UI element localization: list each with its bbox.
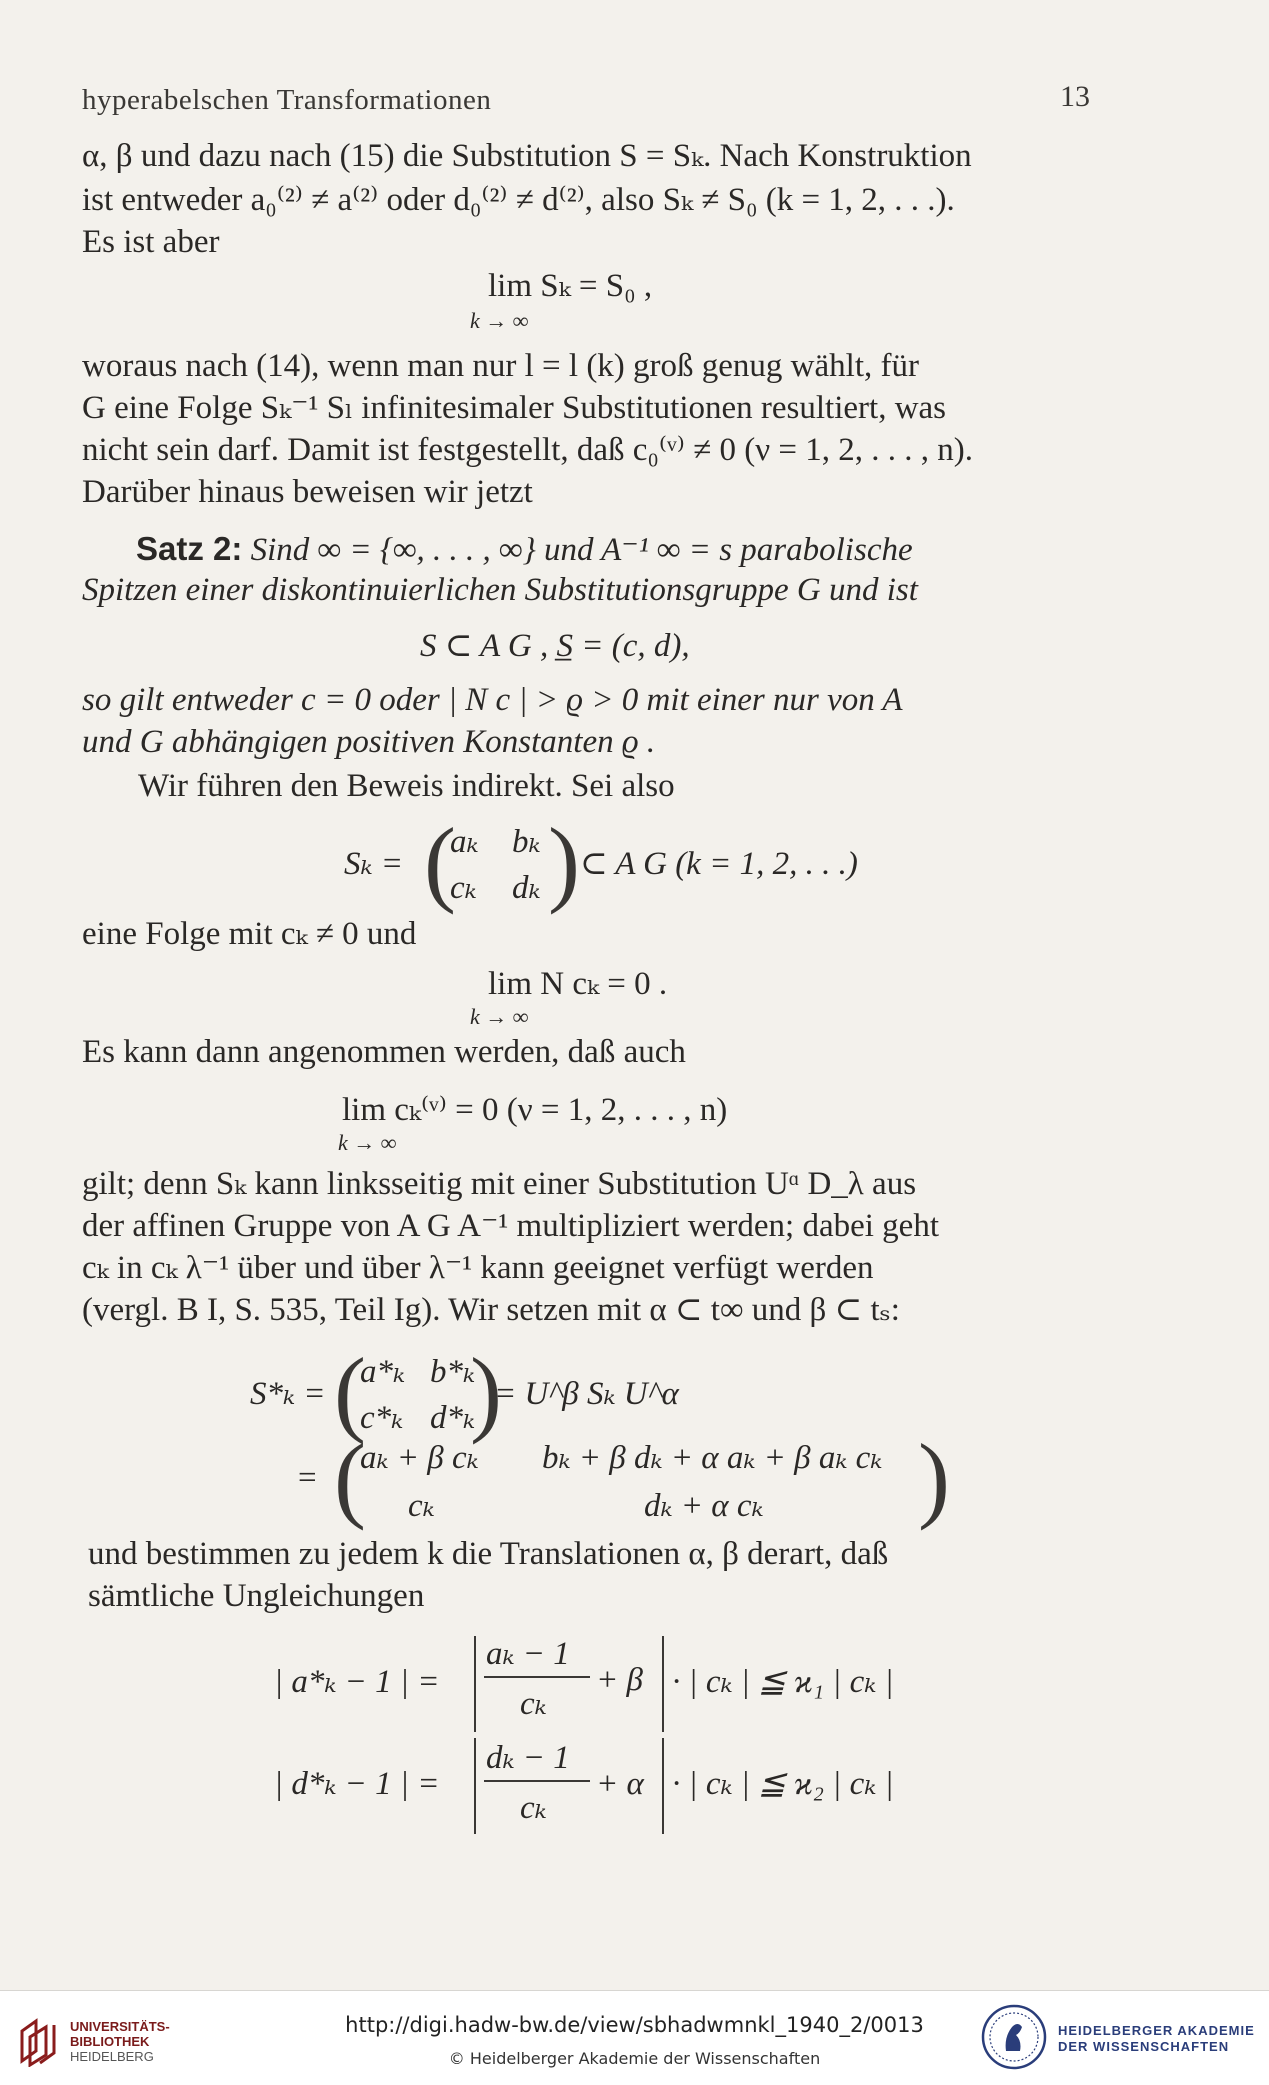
- fraction-numerator: aₖ − 1: [486, 1636, 570, 1672]
- text-line: der affinen Gruppe von A G A⁻¹ multipliziert werden; dabei geht: [82, 1208, 939, 1244]
- page-number: 13: [1060, 80, 1090, 113]
- fraction-bar: [484, 1780, 590, 1782]
- matrix-entry: aₖ: [450, 824, 479, 860]
- equation-inclusion: S ⊂ A G , S̲ = (c, d),: [420, 628, 690, 664]
- equals-sign: =: [298, 1460, 317, 1496]
- abs-bar: [662, 1738, 664, 1834]
- matrix-rhs: = U^β Sₖ U^α: [494, 1376, 679, 1412]
- library-name: UNIVERSITÄTS- BIBLIOTHEK HEIDELBERG: [70, 2019, 170, 2064]
- text-line: Es kann dann angenommen werden, daß auch: [82, 1034, 686, 1070]
- matrix-entry: bₖ: [512, 824, 541, 860]
- matrix-lhs: S*ₖ =: [250, 1376, 326, 1412]
- text-line: sämtliche Ungleichungen: [88, 1578, 425, 1614]
- left-paren: (: [424, 808, 456, 915]
- text-line: Darüber hinaus beweisen wir jetzt: [82, 474, 533, 510]
- matrix-entry: b*ₖ: [430, 1354, 476, 1390]
- matrix-entry: dₖ: [512, 870, 541, 906]
- theorem-line: Spitzen einer diskontinuierlichen Substitutionsgruppe G und ist: [82, 572, 918, 608]
- fraction-denominator: cₖ: [520, 1790, 547, 1826]
- equation-limit: lim cₖ⁽ᵛ⁾ = 0 (ν = 1, 2, . . . , n): [342, 1092, 728, 1128]
- inequality-lhs: | d*ₖ − 1 | =: [274, 1766, 440, 1802]
- source-url-link[interactable]: http://digi.hadw-bw.de/view/sbhadwmnkl_1940_2/0013: [345, 2013, 924, 2037]
- text-line: ist entweder a₀⁽²⁾ ≠ a⁽²⁾ oder d₀⁽²⁾ ≠ d⁽²⁾, also Sₖ ≠ S₀ (k = 1, 2, . . .).: [82, 182, 955, 218]
- matrix-entry: a*ₖ: [360, 1354, 406, 1390]
- text-line: G eine Folge Sₖ⁻¹ Sₗ infinitesimaler Substitutionen resultiert, was: [82, 390, 947, 426]
- abs-bar: [662, 1636, 664, 1732]
- theorem-text: Sind ∞ = {∞, . . . , ∞} und A⁻¹ ∞ = s parabolische: [250, 532, 913, 568]
- copyright-notice: © Heidelberger Akademie der Wissenschaften: [448, 2049, 821, 2068]
- matrix-entry: c*ₖ: [360, 1400, 404, 1436]
- viewer-footer: [0, 1990, 1269, 2085]
- theorem-label: Satz 2:: [136, 530, 243, 567]
- left-paren: (: [334, 1424, 366, 1531]
- inequality-term: + β: [596, 1662, 643, 1698]
- matrix-entry: dₖ + α cₖ: [644, 1488, 764, 1524]
- limit-subscript: k → ∞: [338, 1130, 397, 1155]
- text-line: gilt; denn Sₖ kann linksseitig mit einer Substitution Uᵅ D_λ aus: [82, 1166, 917, 1202]
- abs-bar: [474, 1636, 476, 1732]
- matrix-rhs: ⊂ A G (k = 1, 2, . . .): [580, 846, 858, 882]
- text-line: nicht sein darf. Damit ist festgestellt, daß c₀⁽ᵛ⁾ ≠ 0 (ν = 1, 2, . . . , n).: [82, 432, 973, 468]
- text-line: α, β und dazu nach (15) die Substitution S = Sₖ. Nach Konstruktion: [82, 138, 972, 174]
- left-paren: (: [334, 1338, 366, 1445]
- text-line: (vergl. B I, S. 535, Teil Ig). Wir setzen mit α ⊂ t∞ und β ⊂ tₛ:: [82, 1292, 900, 1328]
- matrix-entry: cₖ: [408, 1488, 435, 1524]
- text-line: cₖ in cₖ λ⁻¹ über und über λ⁻¹ kann geeignet verfügt werden: [82, 1250, 874, 1286]
- inequality-rhs: · | cₖ | ≦ ϰ₁ | cₖ |: [672, 1664, 894, 1700]
- right-paren: ): [918, 1424, 950, 1531]
- text-line: und bestimmen zu jedem k die Translationen α, β derart, daß: [88, 1536, 889, 1572]
- abs-bar: [474, 1738, 476, 1834]
- matrix-entry: aₖ + β cₖ: [360, 1440, 479, 1476]
- matrix-entry: bₖ + β dₖ + α aₖ + β aₖ cₖ: [542, 1440, 883, 1476]
- matrix-entry: d*ₖ: [430, 1400, 476, 1436]
- fraction-bar: [484, 1676, 590, 1678]
- theorem-line: [136, 532, 913, 567]
- inequality-rhs: · | cₖ | ≦ ϰ₂ | cₖ |: [672, 1766, 894, 1802]
- fraction-numerator: dₖ − 1: [486, 1740, 570, 1776]
- matrix-entry: cₖ: [450, 870, 477, 906]
- text-line: Wir führen den Beweis indirekt. Sei also: [138, 768, 675, 804]
- running-header: hyperabelschen Transformationen: [82, 84, 492, 116]
- limit-subscript: k → ∞: [470, 1004, 529, 1029]
- right-paren: ): [470, 1338, 502, 1445]
- academy-seal-icon: [980, 2003, 1048, 2071]
- equation-limit: lim Sₖ = S₀ ,: [488, 268, 653, 304]
- limit-subscript: k → ∞: [470, 308, 529, 333]
- text-line: Es ist aber: [82, 224, 220, 260]
- inequality-term: + α: [596, 1766, 644, 1802]
- theorem-line: und G abhängigen positiven Konstanten ϱ .: [82, 724, 656, 760]
- equation-limit: lim N cₖ = 0 .: [488, 966, 668, 1002]
- fraction-denominator: cₖ: [520, 1686, 547, 1722]
- right-paren: ): [548, 808, 580, 915]
- text-line: woraus nach (14), wenn man nur l = l (k) groß genug wählt, für: [82, 348, 919, 384]
- theorem-line: so gilt entweder c = 0 oder | N c | > ϱ > 0 mit einer nur von A: [82, 682, 903, 718]
- text-line: eine Folge mit cₖ ≠ 0 und: [82, 916, 417, 952]
- inequality-lhs: | a*ₖ − 1 | =: [274, 1664, 440, 1700]
- matrix-lhs: Sₖ =: [344, 846, 404, 882]
- academy-name: HEIDELBERGER AKADEMIE DER WISSENSCHAFTEN: [1058, 2023, 1255, 2054]
